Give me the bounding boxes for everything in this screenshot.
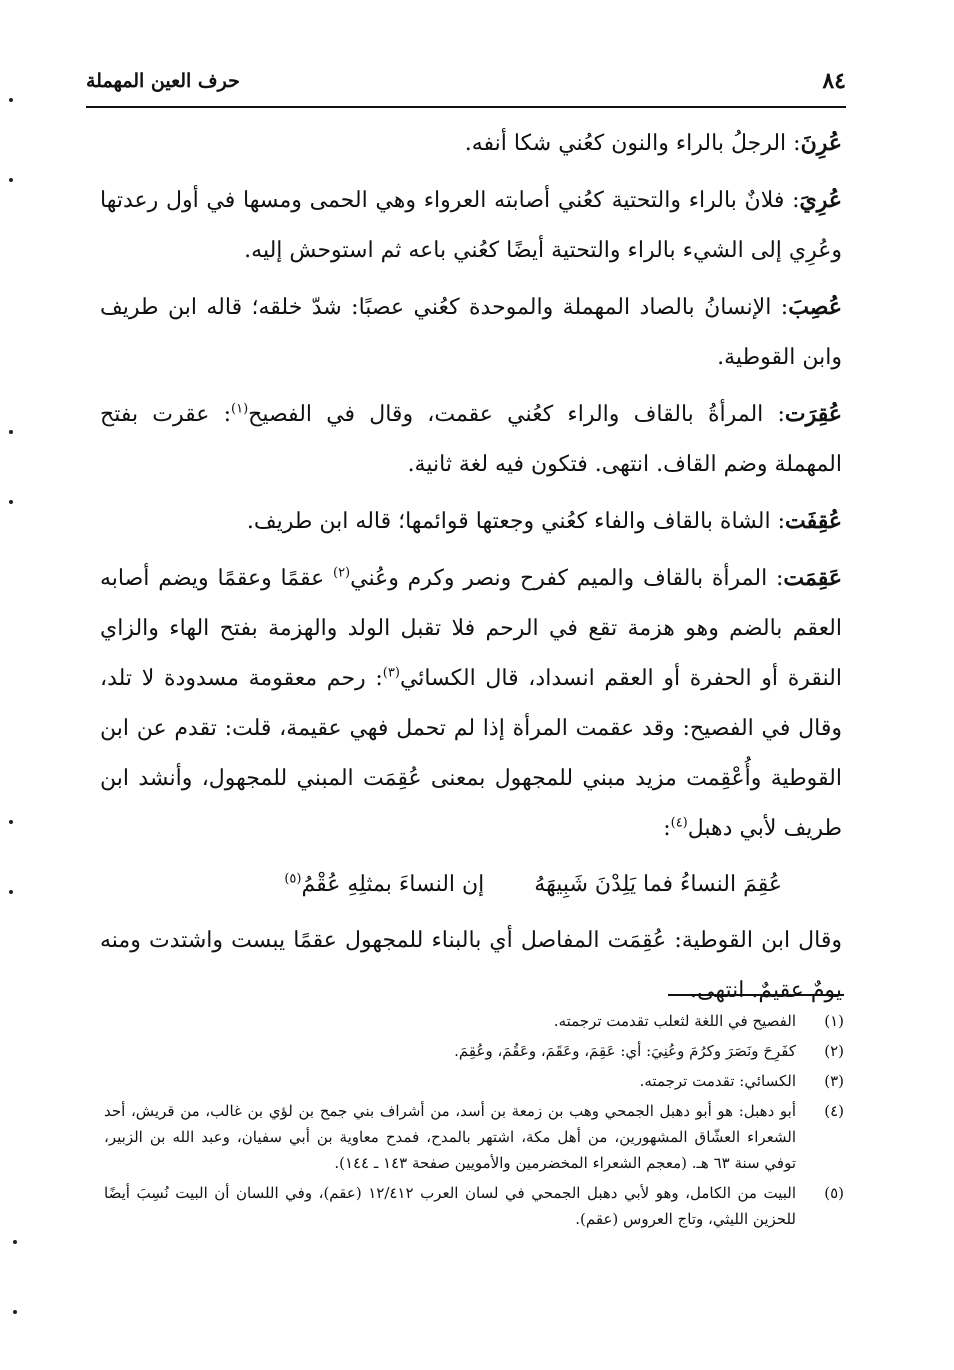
footnote-item <box>104 1180 844 1232</box>
footnote-number: (١) <box>824 1012 844 1030</box>
scan-speck <box>9 430 13 434</box>
headword: عُقِفَت <box>785 508 842 534</box>
entry-text: عقمًا وعقمًا ويضم أصابه العقم بالضم وهو هزمة تقع في الرحم فلا تقبل الولد والهزمة بفتح الهاء والزاي النقرة أو الحفرة أو العقم انسداد، قال الكسائي <box>100 566 842 691</box>
entry-text: : الإنسانُ بالصاد المهملة والموحدة كعُني عصبًا: شدّ خلقه؛ قاله ابن طريف وابن القوطية. <box>100 295 842 370</box>
footnote-text: كفَرِحَ ونَصَرَ وكرُمَ وعُنِيَ: أي: عَقِمَ، وعَقَمَ، وعَقُمَ، وعُقِمَ. <box>454 1042 796 1060</box>
footnote-item <box>104 1098 844 1176</box>
headword: عُرِنَ <box>800 130 842 156</box>
footnotes <box>104 1008 844 1236</box>
entry-usiba <box>100 282 842 383</box>
entry-text: : <box>663 816 671 841</box>
verse-second-hemistich: إن النساءَ بمثلِهِ عُقْمُ <box>301 872 485 897</box>
running-title: حرف العين المهملة <box>86 70 240 92</box>
main-text <box>100 118 842 1022</box>
footnote-text: الفصيح في اللغة لثعلب تقدمت ترجمته. <box>553 1012 796 1030</box>
footnote-ref-4[interactable]: (٤) <box>670 815 688 831</box>
scan-speck <box>9 890 13 894</box>
headword: عُقِرَت <box>784 401 842 427</box>
footnote-ref-5[interactable]: (٥) <box>284 871 302 887</box>
footnote-ref-2[interactable]: (٢) <box>332 565 351 581</box>
scan-speck <box>9 820 13 824</box>
footnote-ref-1[interactable]: (١) <box>231 401 249 417</box>
footnote-separator <box>668 994 844 996</box>
scan-speck <box>9 500 13 504</box>
scan-speck <box>13 1310 17 1314</box>
footnote-text: أبو دهبل: هو أبو دهبل الجمحي وهب بن زمعة بن أسد، من أشراف بني جمح بن لؤي بن غالب، من قريش، أحد الشعراء العشّاق المشهورين، من أهل مكة، اشتهر بالمدح، فمدح معاوية بن أبي سفيان، وعبد الله بن الزبير، توفي سنة ٦٣ هـ. (معجم الشعراء المخضرمين والأمويين صفحة ١٤٣ ـ ١٤٤). <box>104 1102 796 1172</box>
footnote-item <box>104 1068 844 1094</box>
entry-urina <box>100 118 842 169</box>
scan-speck <box>9 178 13 182</box>
footnote-item <box>104 1008 844 1034</box>
entry-text: : المرأة بالقاف والميم كفرح ونصر وكرم وعُني <box>350 566 784 591</box>
verse-second-hemistich-wrap <box>284 860 484 910</box>
entry-text: : عقرت بفتح المهملة وضم القاف. انتهى. فتكون فيه لغة ثانية. <box>100 402 842 477</box>
poetry-verse <box>100 860 842 910</box>
entry-text: : الشاة بالقاف والفاء كعُني وجعتها قوائمها؛ قاله ابن طريف. <box>246 509 785 534</box>
entry-uriya <box>100 175 842 276</box>
page-number: ٨٤ <box>822 68 846 94</box>
entry-aqimat <box>100 553 842 854</box>
headword: عُرِيَ <box>799 187 842 213</box>
footnote-number: (٤) <box>824 1102 844 1120</box>
entry-text: : رحم معقومة مسدودة لا تلد، وقال في الفصيح: وقد عقمت المرأة إذا لم تحمل فهي عقيمة، قلت: تقدم عن ابن القوطية وأُعْقِمت مزيد مبني للمجهول بمعنى عُقِمَت المبني للمجهول، وأنشد ابن طريف لأبي دهبل <box>100 666 842 841</box>
footnote-item <box>104 1038 844 1064</box>
verse-first-hemistich: عُقِمَ النساءُ فما يَلِدْنَ شَبِيهَهُ <box>534 872 782 897</box>
entry-uqirat <box>100 389 842 490</box>
scan-speck <box>13 1240 17 1244</box>
footnote-number: (٢) <box>824 1042 844 1060</box>
scan-speck <box>9 98 13 102</box>
footnote-text: الكسائي: تقدمت ترجمته. <box>639 1072 796 1090</box>
footnote-text: البيت من الكامل، وهو لأبي دهبل الجمحي في لسان العرب ١٢/٤١٢ (عقم)، وفي اللسان أن البيت نُسِبَ أيضًا للحزين الليثي، وتاج العروس (عقم). <box>104 1184 796 1228</box>
page-header <box>86 68 846 102</box>
footnote-number: (٥) <box>824 1184 844 1202</box>
closing-paragraph: وقال ابن القوطية: عُقِمَت المفاصل أي بالبناء للمجهول عقمًا يبست واشتدت ومنه يومٌ عقيمٌ. انتهى. <box>100 928 842 1003</box>
footnote-ref-3[interactable]: (٣) <box>382 665 400 681</box>
footnote-number: (٣) <box>824 1072 844 1090</box>
header-rule <box>86 106 846 108</box>
entry-text: : المرأةُ بالقاف والراء كعُني عقمت، وقال في الفصيح <box>248 402 785 427</box>
headword: عَقِمَت <box>783 565 842 591</box>
entry-text: : الرجلُ بالراء والنون كعُني شكا أنفه. <box>464 131 801 156</box>
headword: عُصِبَ <box>788 294 842 320</box>
entry-text: : فلانٌ بالراء والتحتية كعُني أصابته العرواء وهي الحمى ومسها في أول رعدتها وعُرِي إلى الشيء بالراء والتحتية أيضًا كعُني باعه ثم استوحش إليه. <box>100 188 842 263</box>
entry-uqifat <box>100 496 842 547</box>
